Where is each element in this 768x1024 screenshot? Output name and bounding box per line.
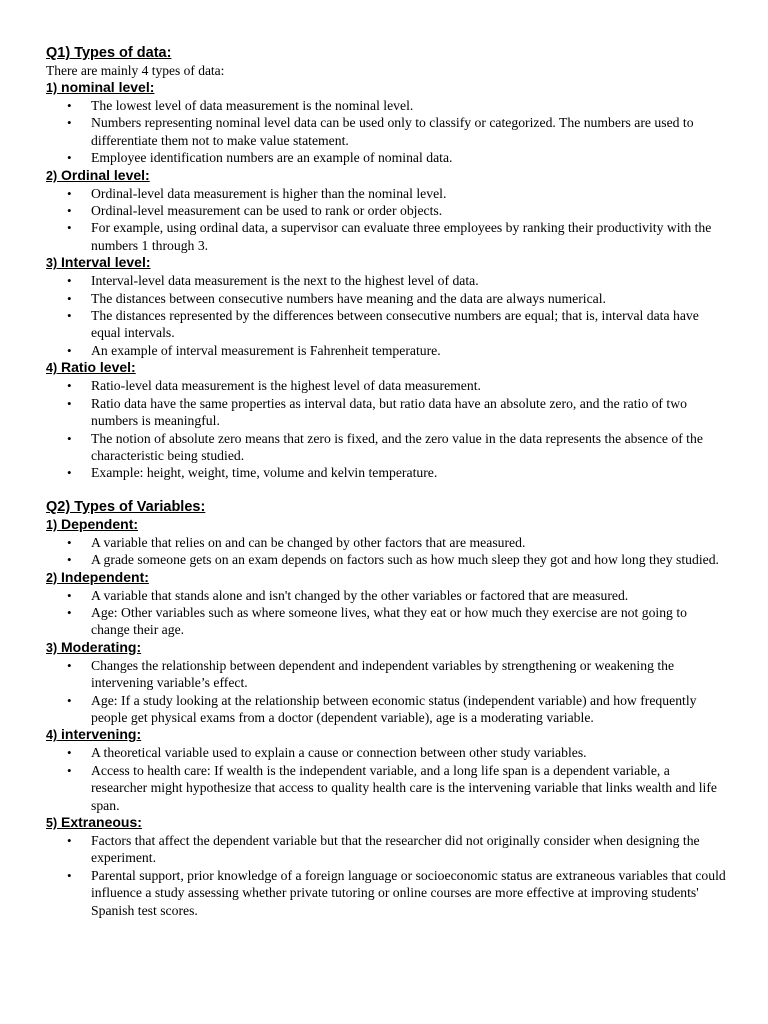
section-number: 3) xyxy=(46,640,58,655)
section-heading xyxy=(46,814,728,832)
spacer xyxy=(46,482,728,499)
section-heading xyxy=(46,726,728,744)
list-item: • Employee identification numbers are an example of nominal data. xyxy=(91,149,728,166)
bullet-list xyxy=(46,272,728,359)
list-item: • Ratio data have the same properties as interval data, but ratio data have an absolute zero, and the ratio of two numbers is meaningful. xyxy=(91,395,728,430)
section-heading xyxy=(46,359,728,377)
section-heading xyxy=(46,569,728,587)
list-item: • The lowest level of data measurement is the nominal level. xyxy=(91,97,728,114)
bullet-list xyxy=(46,534,728,569)
list-item: • Parental support, prior knowledge of a foreign language or socioeconomic status are extraneous variables that could influence a study assessing whether private tutoring or online courses are more effective at improving students' Spanish test scores. xyxy=(91,867,728,919)
q1-intro: There are mainly 4 types of data: xyxy=(46,63,225,78)
bullet-list xyxy=(46,657,728,727)
bullet-list xyxy=(46,587,728,639)
section-label: nominal level: xyxy=(61,79,155,95)
section-heading xyxy=(46,516,728,534)
section-number: 4) xyxy=(46,361,58,376)
list-item: • Ordinal-level measurement can be used to rank or order objects. xyxy=(91,202,728,219)
list-item: • Ordinal-level data measurement is higher than the nominal level. xyxy=(91,185,728,202)
section-label: Interval level: xyxy=(61,254,151,271)
bullet-list xyxy=(46,744,728,814)
section-label: Ratio level: xyxy=(61,359,136,376)
section-number: 4) xyxy=(46,728,58,743)
section-label: Ordinal level: xyxy=(61,166,150,183)
bullet-list xyxy=(46,97,728,167)
list-item: • Changes the relationship between dependent and independent variables by strengthening or weakening the intervening variable’s effect. xyxy=(91,657,728,692)
list-item: • Numbers representing nominal level data can be used only to classify or categorized. The numbers are used to differentiate them not to make value statement. xyxy=(91,114,728,149)
list-item: • Ratio-level data measurement is the highest level of data measurement. xyxy=(91,377,728,394)
list-item: • A variable that relies on and can be changed by other factors that are measured. xyxy=(91,534,728,551)
list-item: • A variable that stands alone and isn't changed by the other variables or factored that are measured. xyxy=(91,587,728,604)
list-item: • An example of interval measurement is Fahrenheit temperature. xyxy=(91,342,728,359)
list-item: • A grade someone gets on an exam depends on factors such as how much sleep they got and how long they studied. xyxy=(91,551,728,568)
section-number: 5) xyxy=(46,816,58,830)
section-heading xyxy=(46,639,728,657)
section-number: 2) xyxy=(46,168,58,183)
section-label: Moderating: xyxy=(61,638,142,655)
list-item: • The notion of absolute zero means that zero is fixed, and the zero value in the data represents the absence of the characteristic being studied. xyxy=(91,430,728,465)
bullet-list xyxy=(46,185,728,255)
list-item: • A theoretical variable used to explain a cause or connection between other study variables. xyxy=(91,744,728,761)
bullet-list xyxy=(46,377,728,481)
section-heading xyxy=(46,167,728,185)
list-item: • Age: If a study looking at the relationship between economic status (independent variable) and how frequently people get physical exams from a doctor (dependent variable), age is a moderating variable. xyxy=(91,692,728,727)
q1-title: Q1) Types of data: xyxy=(46,45,172,61)
section-number: 3) xyxy=(46,256,58,271)
list-item: • Factors that affect the dependent variable but that the researcher did not originally consider when designing the experiment. xyxy=(91,832,728,867)
section-label: intervening: xyxy=(61,726,142,743)
section-number: 1) xyxy=(46,81,58,95)
list-item: • Interval-level data measurement is the next to the highest level of data. xyxy=(91,272,728,289)
section-heading xyxy=(46,79,728,97)
list-item: • Access to health care: If wealth is the independent variable, and a long life span is a dependent variable, a researcher might hypothesize that access to quality health care is the intervening variable that links wealth and life span. xyxy=(91,762,728,814)
section-number: 2) xyxy=(46,570,58,585)
section-label: Extraneous: xyxy=(61,814,142,830)
section-label: Dependent: xyxy=(61,515,139,532)
list-item: • The distances between consecutive numbers have meaning and the data are always numerical. xyxy=(91,290,728,307)
section-heading xyxy=(46,254,728,272)
section-number: 1) xyxy=(46,517,58,532)
list-item: • The distances represented by the differences between consecutive numbers are equal; that is, interval data have equal intervals. xyxy=(91,307,728,342)
list-item: • Age: Other variables such as where someone lives, what they eat or how much they exercise are not going to change their age. xyxy=(91,604,728,639)
list-item: • For example, using ordinal data, a supervisor can evaluate three employees by ranking their productivity with the numbers 1 through 3. xyxy=(91,219,728,254)
section-label: Independent: xyxy=(61,568,149,585)
list-item: • Example: height, weight, time, volume and kelvin temperature. xyxy=(91,464,728,481)
q2-title: Q2) Types of Variables: xyxy=(46,498,206,515)
bullet-list xyxy=(46,832,728,919)
